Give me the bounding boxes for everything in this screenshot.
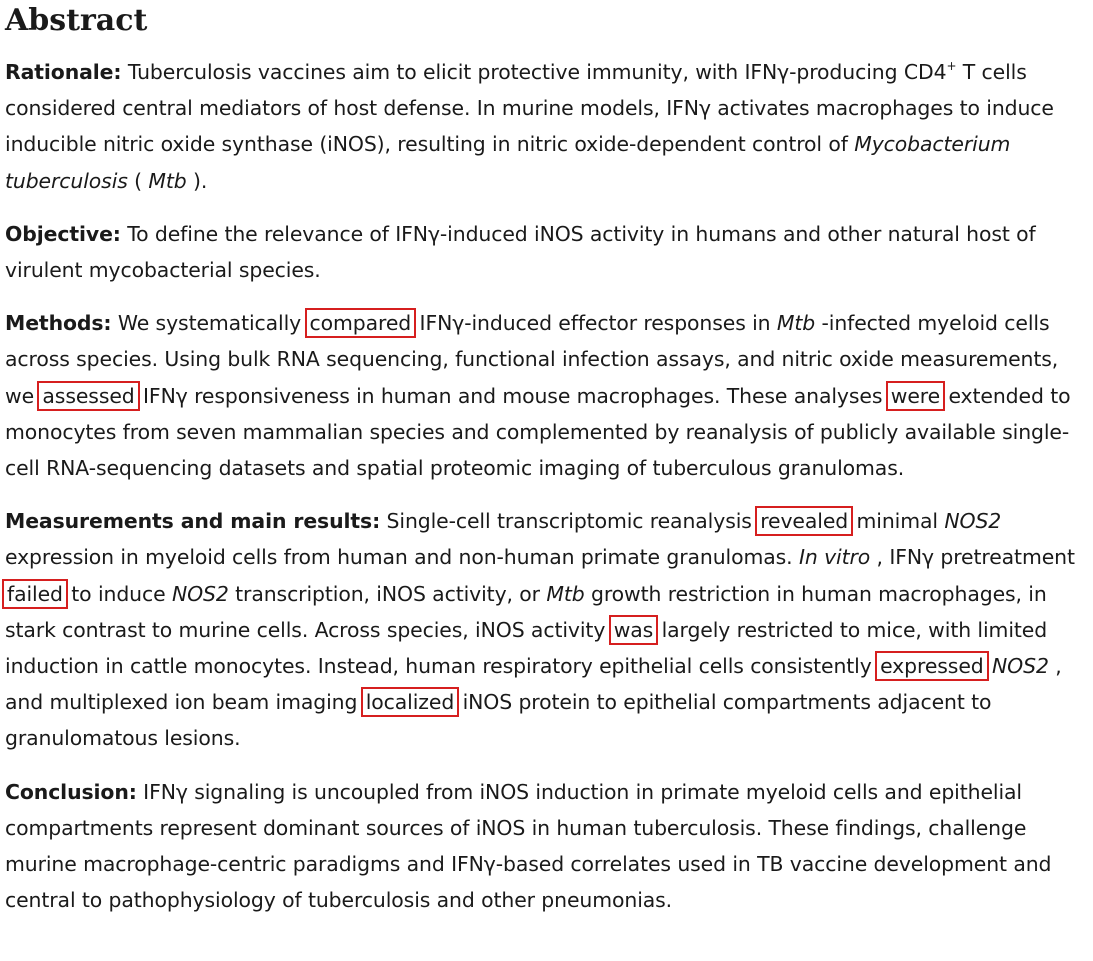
- objective-label: Objective:: [5, 221, 121, 246]
- results-text-1: Single-cell transcriptomic reanalysis: [380, 509, 759, 534]
- methods-label: Methods:: [5, 311, 112, 336]
- methods-text-2: IFNγ-induced effector responses in: [413, 311, 777, 336]
- objective-text: To define the relevance of IFNγ-induced iNOS activity in humans and other natural host of virulent mycobacterial species.: [5, 221, 1036, 283]
- rationale-superscript: +: [946, 59, 957, 73]
- methods-text-3: -infected myeloid cells across species. Using bulk RNA sequencing, functional infection assays, and nitric oxide measurements, we: [5, 311, 1059, 408]
- rationale-paragraph: [5, 54, 1087, 199]
- results-paragraph: [5, 503, 1087, 756]
- highlight-localized: localized: [365, 690, 455, 715]
- highlight-were: were: [890, 383, 941, 408]
- methods-text-4: IFNγ responsiveness in human and mouse macrophages. These analyses: [136, 383, 889, 408]
- results-text-7: growth restriction in human macrophages, in stark contrast to murine cells. Across species, iNOS activity: [5, 581, 1047, 642]
- rationale-text-2: T cells considered central mediators of host defense. In murine models, IFNγ activates macrophages to induce inducible nitric oxide synthase (iNOS), resulting in nitric oxide-dependent control of: [5, 60, 1054, 157]
- results-text-5: to induce: [64, 581, 172, 606]
- highlight-failed: failed: [7, 581, 63, 606]
- rationale-text-4: ).: [186, 168, 208, 193]
- rationale-text-1: Tuberculosis vaccines aim to elicit protective immunity, with IFNγ-producing CD4: [121, 60, 947, 84]
- conclusion-label: Conclusion:: [5, 779, 137, 804]
- results-label: Measurements and main results:: [5, 509, 381, 534]
- results-italic-nos2-2: NOS2: [171, 581, 229, 606]
- results-text-4: , IFNγ pretreatment: [870, 545, 1075, 570]
- methods-text-5: extended to monocytes from seven mammalian species and complemented by reanalysis of publicly available single-cell RNA-sequencing datasets and spatial proteomic imaging of tuberculous granulomas.: [5, 383, 1071, 481]
- highlight-was: was: [613, 617, 654, 642]
- objective-paragraph: [5, 216, 1087, 288]
- methods-italic-mtb: Mtb: [776, 311, 816, 336]
- results-text-11: iNOS protein to epithelial compartments adjacent to granulomatous lesions.: [5, 690, 992, 751]
- results-italic-mtb: Mtb: [546, 581, 585, 606]
- results-italic-nos2-1: NOS2: [944, 509, 1002, 534]
- rationale-italic-mtb: Mtb: [148, 168, 187, 193]
- rationale-text-3: (: [127, 168, 149, 193]
- results-italic-nos2-3: NOS2: [992, 654, 1049, 679]
- highlight-expressed: expressed: [880, 654, 984, 679]
- rationale-italic-species: Mycobacterium tuberculosis: [5, 132, 1011, 193]
- results-text-6: transcription, iNOS activity, or: [228, 581, 547, 606]
- abstract-heading: Abstract: [5, 3, 148, 38]
- highlight-revealed: revealed: [760, 509, 849, 534]
- results-text-2: minimal: [850, 509, 945, 534]
- results-italic-in-vitro: In vitro: [798, 545, 871, 570]
- results-text-3: expression in myeloid cells from human and non-human primate granulomas.: [5, 545, 799, 570]
- results-text-10: , and multiplexed ion beam imaging: [5, 654, 1062, 715]
- methods-paragraph: [5, 305, 1087, 486]
- conclusion-text: IFNγ signaling is uncoupled from iNOS induction in primate myeloid cells and epithelial compartments represent dominant sources of iNOS in human tuberculosis. These findings, challenge murine macrophage-centric paradigms and IFNγ-based correlates used in TB vaccine development and central to pathophysiology of tuberculosis and other pneumonias.: [5, 779, 1052, 913]
- highlight-compared: compared: [309, 311, 412, 336]
- conclusion-paragraph: [5, 774, 1087, 919]
- results-text-8: largely restricted to mice, with limited induction in cattle monocytes. Instead, human respiratory epithelial cells consistently: [5, 617, 1048, 679]
- rationale-label: Rationale:: [5, 60, 122, 84]
- methods-text-1: We systematically: [111, 311, 308, 336]
- highlight-assessed: assessed: [42, 383, 135, 408]
